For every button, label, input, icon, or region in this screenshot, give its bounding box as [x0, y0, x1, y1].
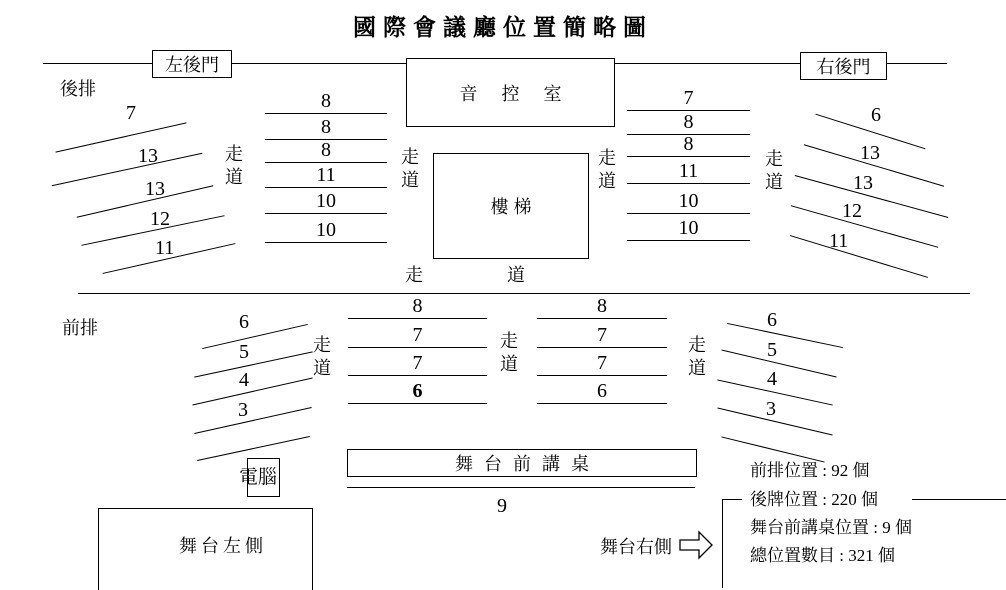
- seat-count: 13: [138, 145, 158, 167]
- stage-front-podium-label: 舞台前講桌: [455, 454, 600, 474]
- seat-row-line: [721, 350, 836, 378]
- seat-count: 13: [853, 172, 873, 194]
- seat-row: 8: [265, 138, 387, 163]
- seat-count: 3: [238, 399, 248, 421]
- aisle-label-stairs-left: [397, 146, 423, 192]
- aisle-dao-text: 道: [313, 358, 331, 378]
- seat-row: 8: [627, 110, 750, 135]
- aisle-zou-text: 走: [598, 148, 616, 168]
- seat-count: 3: [766, 398, 776, 420]
- seat-count: 7: [126, 102, 136, 124]
- stage-right-arrow-icon: [678, 528, 714, 562]
- stairs-label: 樓梯: [490, 197, 537, 217]
- seat-count: 9: [497, 495, 507, 517]
- aisle-label-center-horizontal: [405, 261, 525, 287]
- stats-leader-line: [912, 499, 1006, 500]
- stat-podium-seats: 舞台前講桌位置 : 9 個: [750, 518, 912, 537]
- seat-row: 6: [348, 379, 487, 404]
- stage-left-label: 舞台左側: [179, 536, 267, 556]
- aisle-label-stairs-right: [594, 147, 620, 193]
- seat-row-line: [202, 324, 307, 349]
- aisle-dao-text: 道: [688, 358, 706, 378]
- seat-row: 11: [627, 159, 750, 184]
- aisle-dao-text: 道: [598, 171, 616, 191]
- seat-row: 7: [537, 351, 667, 376]
- aisle-zou-text: 走: [313, 335, 331, 355]
- seat-row: 10: [627, 216, 750, 241]
- seat-count: 6: [239, 311, 249, 333]
- page-title: 國際會議廳位置簡略圖: [353, 15, 653, 40]
- podium-row-line: [347, 487, 695, 488]
- back-row-label: 後排: [60, 79, 96, 99]
- seat-row: 8: [348, 294, 487, 319]
- seat-row: 7: [537, 323, 667, 348]
- seat-count: 13: [860, 142, 880, 164]
- aisle-dao-text: 道: [401, 170, 419, 190]
- stats-bracket-line: [722, 499, 723, 588]
- seat-count: 5: [239, 341, 249, 363]
- left-back-door-label: 左後門: [165, 55, 219, 75]
- seat-row: 7: [627, 86, 750, 111]
- seat-row: 7: [348, 351, 487, 376]
- seat-row: 7: [348, 323, 487, 348]
- seat-row: 10: [265, 189, 387, 214]
- aisle-label-front-right: [684, 334, 710, 380]
- right-back-door-label: 右後門: [816, 57, 871, 77]
- stage-left-boundary-top: [98, 508, 312, 509]
- aisle-label-front-left: [309, 334, 335, 380]
- seat-row: 10: [627, 189, 750, 214]
- computer-label: 電腦: [239, 467, 278, 488]
- seat-row: 10: [265, 218, 387, 243]
- stairs-box: [433, 153, 589, 259]
- seat-count: 13: [145, 178, 165, 200]
- aisle-dao-text: 道: [500, 354, 518, 374]
- seat-count: 4: [767, 368, 777, 390]
- seat-row: 8: [265, 89, 387, 114]
- stage-left-boundary-right: [312, 508, 313, 590]
- front-row-label: 前排: [62, 318, 98, 338]
- seat-row: 6: [537, 379, 667, 404]
- seat-row-line: [56, 122, 187, 152]
- front-back-divider-line: [78, 293, 970, 294]
- aisle-zou-text: 走: [401, 147, 419, 167]
- seat-row-line: [727, 323, 843, 348]
- seat-row-line: [721, 436, 824, 462]
- seat-row: 11: [265, 163, 387, 188]
- seat-row: 8: [627, 132, 750, 157]
- aisle-dao-text: 道: [765, 172, 783, 192]
- aisle-zou-text: 走: [405, 265, 423, 285]
- seat-count: 11: [829, 230, 849, 252]
- aisle-label-back-right: [761, 148, 787, 194]
- aisle-label-back-left: [221, 143, 247, 189]
- stage-left-boundary-left: [98, 508, 99, 590]
- seat-row-line: [52, 153, 203, 187]
- seat-count: 4: [239, 369, 249, 391]
- seat-row-line: [790, 235, 928, 278]
- seat-count: 5: [767, 339, 777, 361]
- stage-front-podium-box: [347, 449, 697, 477]
- aisle-zou-text: 走: [500, 331, 518, 351]
- left-back-door-box: [152, 50, 232, 78]
- seat-count: 6: [767, 309, 777, 331]
- stats-bracket-tick: [722, 499, 742, 500]
- seat-count: 12: [842, 200, 862, 222]
- seat-row-line: [194, 351, 313, 377]
- seat-row-line: [192, 377, 312, 405]
- aisle-zou-text: 走: [765, 149, 783, 169]
- seat-count: 6: [871, 104, 881, 126]
- audio-control-room-box: [406, 58, 615, 127]
- aisle-dao-text: 道: [507, 265, 525, 285]
- seat-row: 8: [537, 294, 667, 319]
- seat-count: 11: [155, 237, 175, 259]
- audio-control-room-label: 音控室: [459, 83, 586, 104]
- seat-row-line: [194, 407, 311, 434]
- aisle-zou-text: 走: [688, 335, 706, 355]
- aisle-zou-text: 走: [225, 144, 243, 164]
- stage-right-label: 舞台右側: [600, 537, 672, 557]
- seat-row: 8: [265, 115, 387, 140]
- stat-back-row-seats: 後牌位置 : 220 個: [750, 490, 878, 509]
- aisle-dao-text: 道: [225, 167, 243, 187]
- stat-total-seats: 總位置數目 : 321 個: [750, 546, 895, 565]
- right-back-door-box: [800, 52, 887, 80]
- stat-front-row-seats: 前排位置 : 92 個: [750, 461, 870, 480]
- aisle-label-front-center: [496, 330, 522, 376]
- seat-count: 12: [150, 208, 170, 230]
